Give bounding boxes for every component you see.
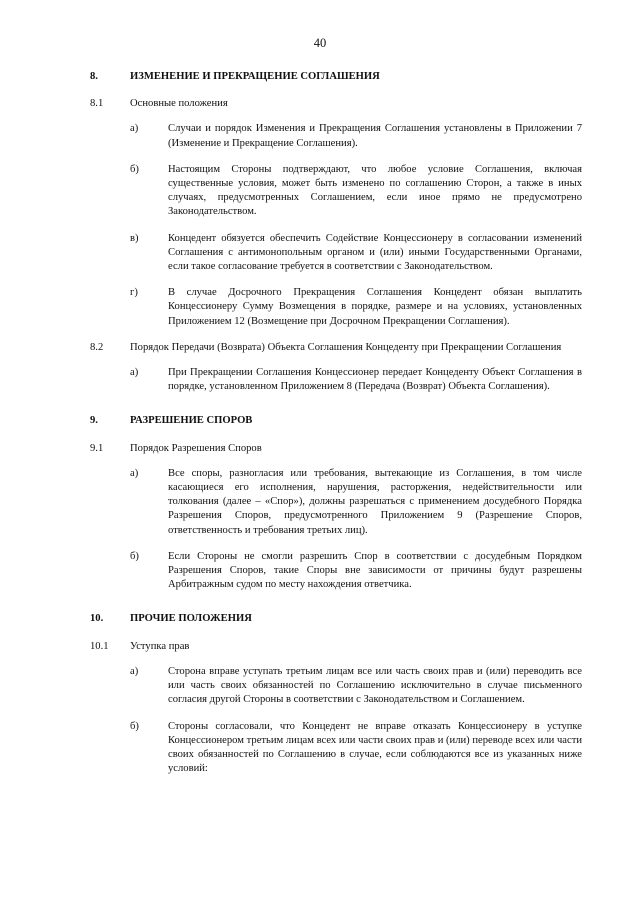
section-title: ПРОЧИЕ ПОЛОЖЕНИЯ: [130, 613, 252, 625]
item-letter: а): [130, 467, 139, 479]
subsection-number: 9.1: [90, 442, 104, 454]
item-letter: а): [130, 123, 139, 135]
list-item: [130, 122, 582, 150]
item-text: Если Стороны не смогли разрешить Спор в соответствии с досудебным Порядком Разрешения Споров, такие Споры вне зависимости от причины будут разрешены Арбитражным судом по месту нахождения ответчика.: [168, 550, 582, 591]
subsection-number: 8.2: [90, 341, 104, 353]
item-letter: б): [130, 550, 139, 562]
item-text: Стороны согласовали, что Концедент не вправе отказать Концессионеру в уступке Концессионером третьим лицам всех или части своих прав и (или) переводе всех или части своих обязанностей по Соглашению в случае, если соблюдаются все из указанных ниже условий:: [168, 720, 582, 775]
item-text: Случаи и порядок Изменения и Прекращения Соглашения установлены в Приложении 7 (Изменение и Прекращение Соглашения).: [168, 123, 582, 149]
subsection-heading: [90, 640, 582, 654]
list-item: [130, 232, 582, 275]
item-letter: б): [130, 163, 139, 175]
item-letter: в): [130, 232, 139, 244]
item-letter: б): [130, 720, 139, 732]
subsection-heading: [90, 341, 582, 355]
item-text: В случае Досрочного Прекращения Соглашения Концедент обязан выплатить Концессионеру Сумму Возмещения в порядке, размере и на условиях, установленных Приложением 12 (Возмещение при Досрочном Прекращении Соглашения).: [168, 287, 582, 327]
list-item: [130, 665, 582, 708]
subsection-title: Основные положения: [130, 98, 228, 110]
list-item: [130, 720, 582, 777]
item-letter: г): [130, 287, 138, 299]
list-item: [130, 366, 582, 394]
document-body: [90, 70, 582, 788]
subsection-number: 8.1: [90, 98, 104, 110]
section-title: ИЗМЕНЕНИЕ И ПРЕКРАЩЕНИЕ СОГЛАШЕНИЯ: [130, 71, 380, 82]
subsection-title: Уступка прав: [130, 640, 190, 652]
section-heading: [90, 70, 582, 84]
section-number: 10.: [90, 613, 104, 625]
section-heading: [90, 612, 582, 626]
list-item: [130, 286, 582, 329]
subsection-heading: [90, 442, 582, 456]
section-heading: [90, 414, 582, 428]
item-text: Концедент обязуется обеспечить Содействие Концессионеру в согласовании изменений Соглашения с антимонопольным органом и (или) иными Государственными Органами, если такое согласование требуется в соответствии с Законодательством.: [168, 232, 582, 273]
subsection-title: Порядок Разрешения Споров: [130, 442, 262, 454]
subsection-title: Порядок Передачи (Возврата) Объекта Соглашения Концеденту при Прекращении Соглашения: [130, 341, 562, 353]
item-letter: а): [130, 367, 139, 379]
section-title: РАЗРЕШЕНИЕ СПОРОВ: [130, 415, 253, 427]
section-number: 9.: [90, 415, 98, 427]
item-text: Сторона вправе уступать третьим лицам все или часть своих прав и (или) переводить все или часть своих обязанностей по Соглашению исключительно в случае письменного согласия другой Стороны в соответствии с Законодательством и Соглашением.: [168, 665, 582, 706]
item-text: При Прекращении Соглашения Концессионер передает Концеденту Объект Соглашения в порядке, установленном Приложением 8 (Передача (Возврат) Объекта Соглашения).: [168, 367, 582, 393]
section-number: 8.: [90, 71, 98, 82]
subsection-heading: [90, 97, 582, 111]
item-text: Настоящим Стороны подтверждают, что любое условие Соглашения, включая существенные условия, может быть изменено по соглашению Сторон, а также в иных случаях, предусмотренных Соглашением, если иное прямо не предусмотрено Законодательством.: [168, 163, 582, 218]
subsection-number: 10.1: [90, 640, 109, 652]
list-item: [130, 163, 582, 220]
list-item: [130, 467, 582, 538]
list-item: [130, 550, 582, 593]
item-letter: а): [130, 665, 139, 677]
page-number: 40: [313, 36, 327, 50]
item-text: Все споры, разногласия или требования, вытекающие из Соглашения, в том числе касающиеся его исполнения, нарушения, расторжения, недействительности или толкования (далее – «Спор»), должны разрешаться с применением досудебного Порядка Разрешения Споров, предусмотренного Приложением 9 (Разрешение Споров, ответственность и требования третьих лиц).: [168, 467, 582, 536]
